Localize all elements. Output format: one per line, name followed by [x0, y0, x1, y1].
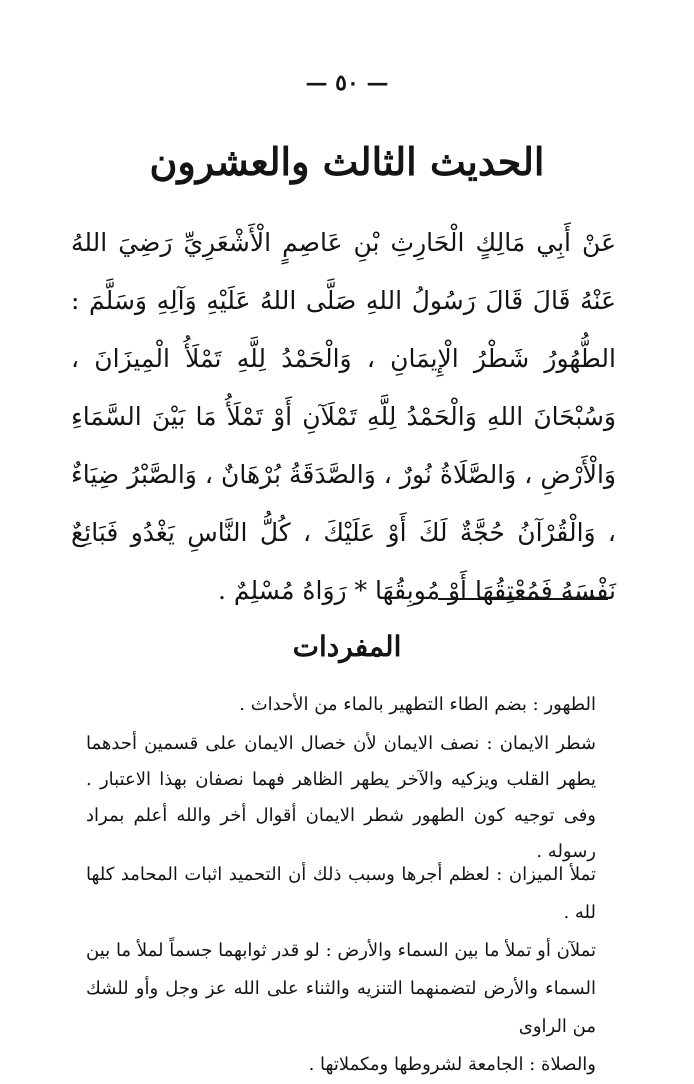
hadith-title: الحديث الثالث والعشرون — [149, 139, 545, 184]
vocabulary-entry-tahur: الطهور : بضم الطاء التطهير بالماء من الأحداث . — [239, 694, 596, 715]
vocabulary-entry-tamlan: تملآن أو تملأ ما بين السماء والأرض : لو قدر ثوابهما جسماً لملأ ما بين السماء والأرض لتضمنهما التنزيه والثناء على الله عز وجل وأو للشك من الراوى — [86, 940, 596, 1037]
section-divider — [438, 598, 608, 600]
vocabulary-entry-tamla-mizan: تملأ الميزان : لعظم أجرها وسبب ذلك أن التحميد اثبات المحامد كلها لله . — [86, 864, 596, 923]
vocabulary-group-1 — [86, 690, 596, 720]
hadith-text: عَنْ أَبِي مَالِكٍ الْحَارِثِ بْنِ عَاصِمٍ الْأَشْعَرِيِّ رَضِيَ اللهُ عَنْهُ قَالَ قَالَ رَسُولُ اللهِ صَلَّى اللهُ عَلَيْهِ وَآلِهِ وَسَلَّمَ : الطُّهُورُ شَطْرُ الْإِيمَانِ ، وَالْحَمْدُ لِلَّهِ تَمْلَأُ الْمِيزَانَ ، وَسُبْحَانَ اللهِ وَالْحَمْدُ لِلَّهِ تَمْلَآنِ أَوْ تَمْلَأُ مَا بَيْنَ السَّمَاءِ وَالْأَرْضِ ، وَالصَّلَاةُ نُورٌ ، وَالصَّدَقَةُ بُرْهَانٌ ، وَالصَّبْرُ ضِيَاءٌ ، وَالْقُرْآنُ حُجَّةٌ لَكَ أَوْ عَلَيْكَ ، كُلُّ النَّاسِ يَغْدُو فَبَائِعٌ نَفْسَهُ فَمُعْتِقُهَا أَوْ مُوبِقُهَا * رَوَاهُ مُسْلِمٌ . — [71, 228, 616, 605]
vocabulary-group-3 — [86, 856, 596, 1084]
page-number: — ٥٠ — — [305, 70, 389, 96]
vocabulary-entry-shatr-iman: شطر الايمان : نصف الايمان لأن خصال الايمان على قسمين أحدهما يطهر القلب ويزكيه والآخر يطهر الظاهر فهما نصفان بهذا الاعتبار . وفى توجيه كون الطهور شطر الايمان أقوال أخر والله أعلم بمراد رسوله . — [86, 733, 596, 862]
vocabulary-title: المفردات — [292, 630, 402, 663]
vocabulary-group-2 — [86, 726, 596, 870]
vocabulary-entry-salat: والصلاة : الجامعة لشروطها ومكملاتها . — [308, 1054, 596, 1075]
